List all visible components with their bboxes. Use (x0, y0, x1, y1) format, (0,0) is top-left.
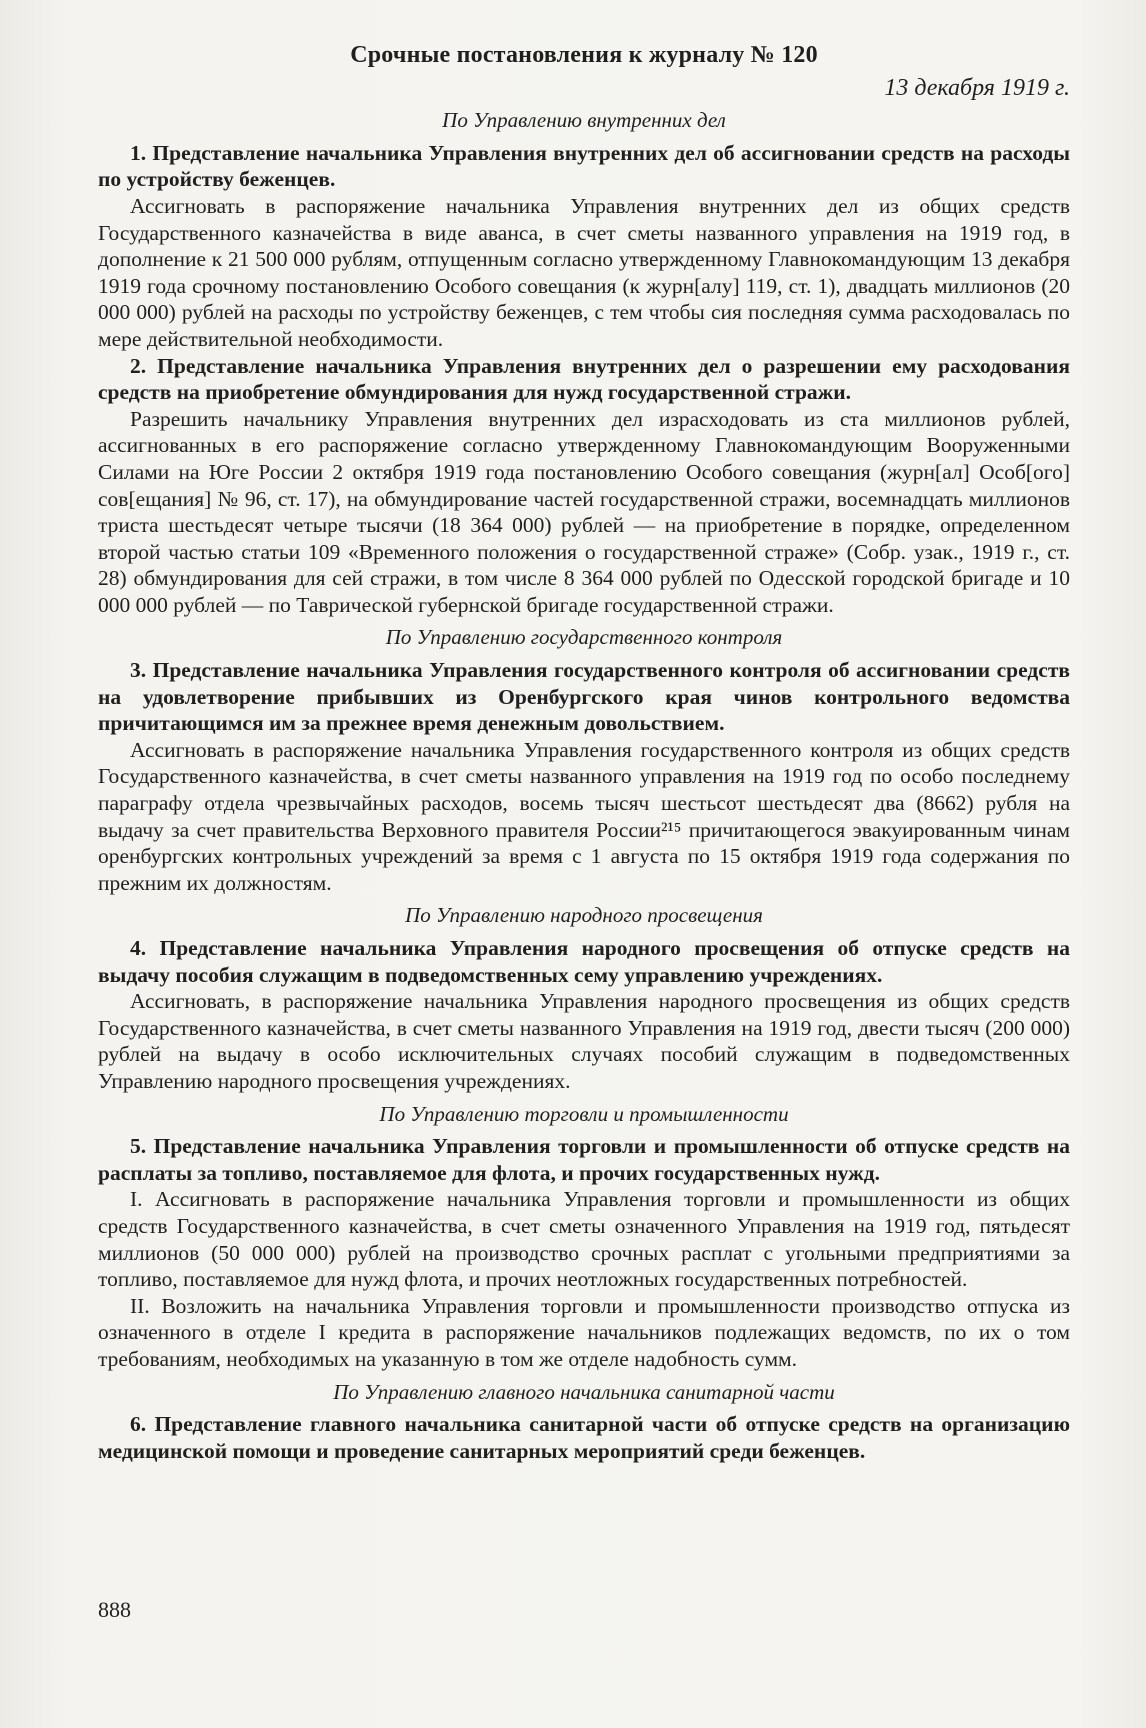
section-heading: По Управлению государственного контроля (385, 625, 783, 650)
document-body (98, 42, 1070, 1464)
resolution-block (98, 1379, 1070, 1465)
resolution-heading: 1. Представление начальника Управления внутренних дел об ассигновании средств на расходы по устройству беженцев. (98, 140, 1070, 192)
resolution-heading: 6. Представление главного начальника санитарной части об отпуске средств на организацию медицинской помощи и проведение санитарных мероприятий среди беженцев. (98, 1412, 1070, 1463)
resolution-heading: 5. Представление начальника Управления торговли и промышленности об отпуске средств на расплаты за топливо, поставляемое для флота, и прочих государственных нужд. (98, 1134, 1070, 1185)
document-title: Срочные постановления к журналу № 120 (350, 42, 818, 68)
resolution-paragraph: Разрешить начальнику Управления внутренних дел израсходовать из ста миллионов рублей, ассигнованных в его распоряжение согласно утвержденному Главнокомандующим Вооруженными Силами на Юге России 2 октября 1919 года постановлению Особого совещания (журн[ал] Особ[ого] сов[ещания] № 96, ст. 17), на обмундирование частей государственной стражи, восемнадцать миллионов триста шестьдесят четыре тысячи (18 364 000) рублей — на приобретение в порядке, определенном второй частью статьи 109 «Временного положения о государственной страже» (Собр. узак., 1919 г., ст. 28) обмундирования для сей стражи, в том числе 8 364 000 рублей по Одесской городской бригаде и 10 000 000 рублей — по Таврической губернской бригаде государственной стражи. (98, 406, 1070, 617)
section-heading: По Управлению торговли и промышленности (379, 1101, 789, 1126)
resolution-heading: 3. Представление начальника Управления государственного контроля об ассигновании средств на удовлетворение прибывших из Оренбургского края чинов контрольного ведомства причитающимся им за прежнее время денежным довольствием. (98, 658, 1070, 736)
resolution-block (98, 107, 1070, 352)
resolution-block (98, 624, 1070, 896)
resolution-heading: 2. Представление начальника Управления внутренних дел о разрешении ему расходования средств на приобретение обмундирования для нужд государственной стражи. (98, 353, 1070, 405)
resolution-paragraph: Ассигновать, в распоряжение начальника Управления народного просвещения из общих средств Государственного казначейства, в счет сметы названного Управления на 1919 год, двести тысяч (200 000) рублей на выдачу в особо исключительных случаях пособий служащим в подведомственных Управлению народного просвещения учреждениях. (98, 989, 1070, 1093)
resolution-paragraph: Ассигновать в распоряжение начальника Управления государственного контроля из общих средств Государственного казначейства, в счет сметы названного управления на 1919 год по особо последнему параграфу отдела чрезвычайных расходов, восемь тысяч шестьсот шестьдесят два (8662) рубля на выдачу за счет правительства Верховного правителя России²¹⁵ причитающегося эвакуированным чинам оренбургских контрольных учреждений за время с 1 августа по 15 октября 1919 года содержания по прежним их должностям. (98, 737, 1070, 895)
resolution-block (98, 353, 1070, 619)
page-number: 888 (98, 1597, 131, 1622)
document-date: 13 декабря 1919 г. (884, 74, 1070, 101)
resolution-block (98, 1101, 1070, 1373)
section-heading: По Управлению внутренних дел (442, 108, 726, 133)
resolution-paragraph: Ассигновать в распоряжение начальника Управления внутренних дел из общих средств Государственного казначейства в виде аванса, в счет сметы названного управления на 1919 год, в дополнение к 21 500 000 рублям, отпущенным согласно утвержденному Главнокомандующим 13 декабря 1919 года срочному постановлению Особого совещания (к журн[алу] 119, ст. 1), двадцать миллионов (20 000 000) рублей на расходы по устройству беженцев, с тем чтобы сия последняя сумма расходовалась по мере действительной необходимости. (98, 193, 1070, 351)
resolution-list (98, 107, 1070, 1464)
resolution-heading: 4. Представление начальника Управления народного просвещения об отпуске средств на выдачу пособия служащим в подведомственных сему управлению учреждениях. (98, 936, 1070, 987)
resolution-paragraph: II. Возложить на начальника Управления торговли и промышленности производство отпуска из означенного в отделе I кредита в распоряжение начальников подлежащих ведомств, по их о том требованиям, необходимых на указанную в том же отделе надобность сумм. (98, 1293, 1070, 1371)
resolution-paragraph: I. Ассигновать в распоряжение начальника Управления торговли и промышленности из общих средств Государственного казначейства, в счет сметы означенного Управления на 1919 год, пятьдесят миллионов (50 000 000) рублей на производство срочных расплат с угольными предприятиями за топливо, поставляемое для нужд флота, и прочих неотложных государственных потребностей. (98, 1187, 1070, 1292)
section-heading: По Управлению народного просвещения (405, 903, 763, 928)
section-heading: По Управлению главного начальника санитарной части (333, 1379, 835, 1404)
resolution-block (98, 902, 1070, 1094)
